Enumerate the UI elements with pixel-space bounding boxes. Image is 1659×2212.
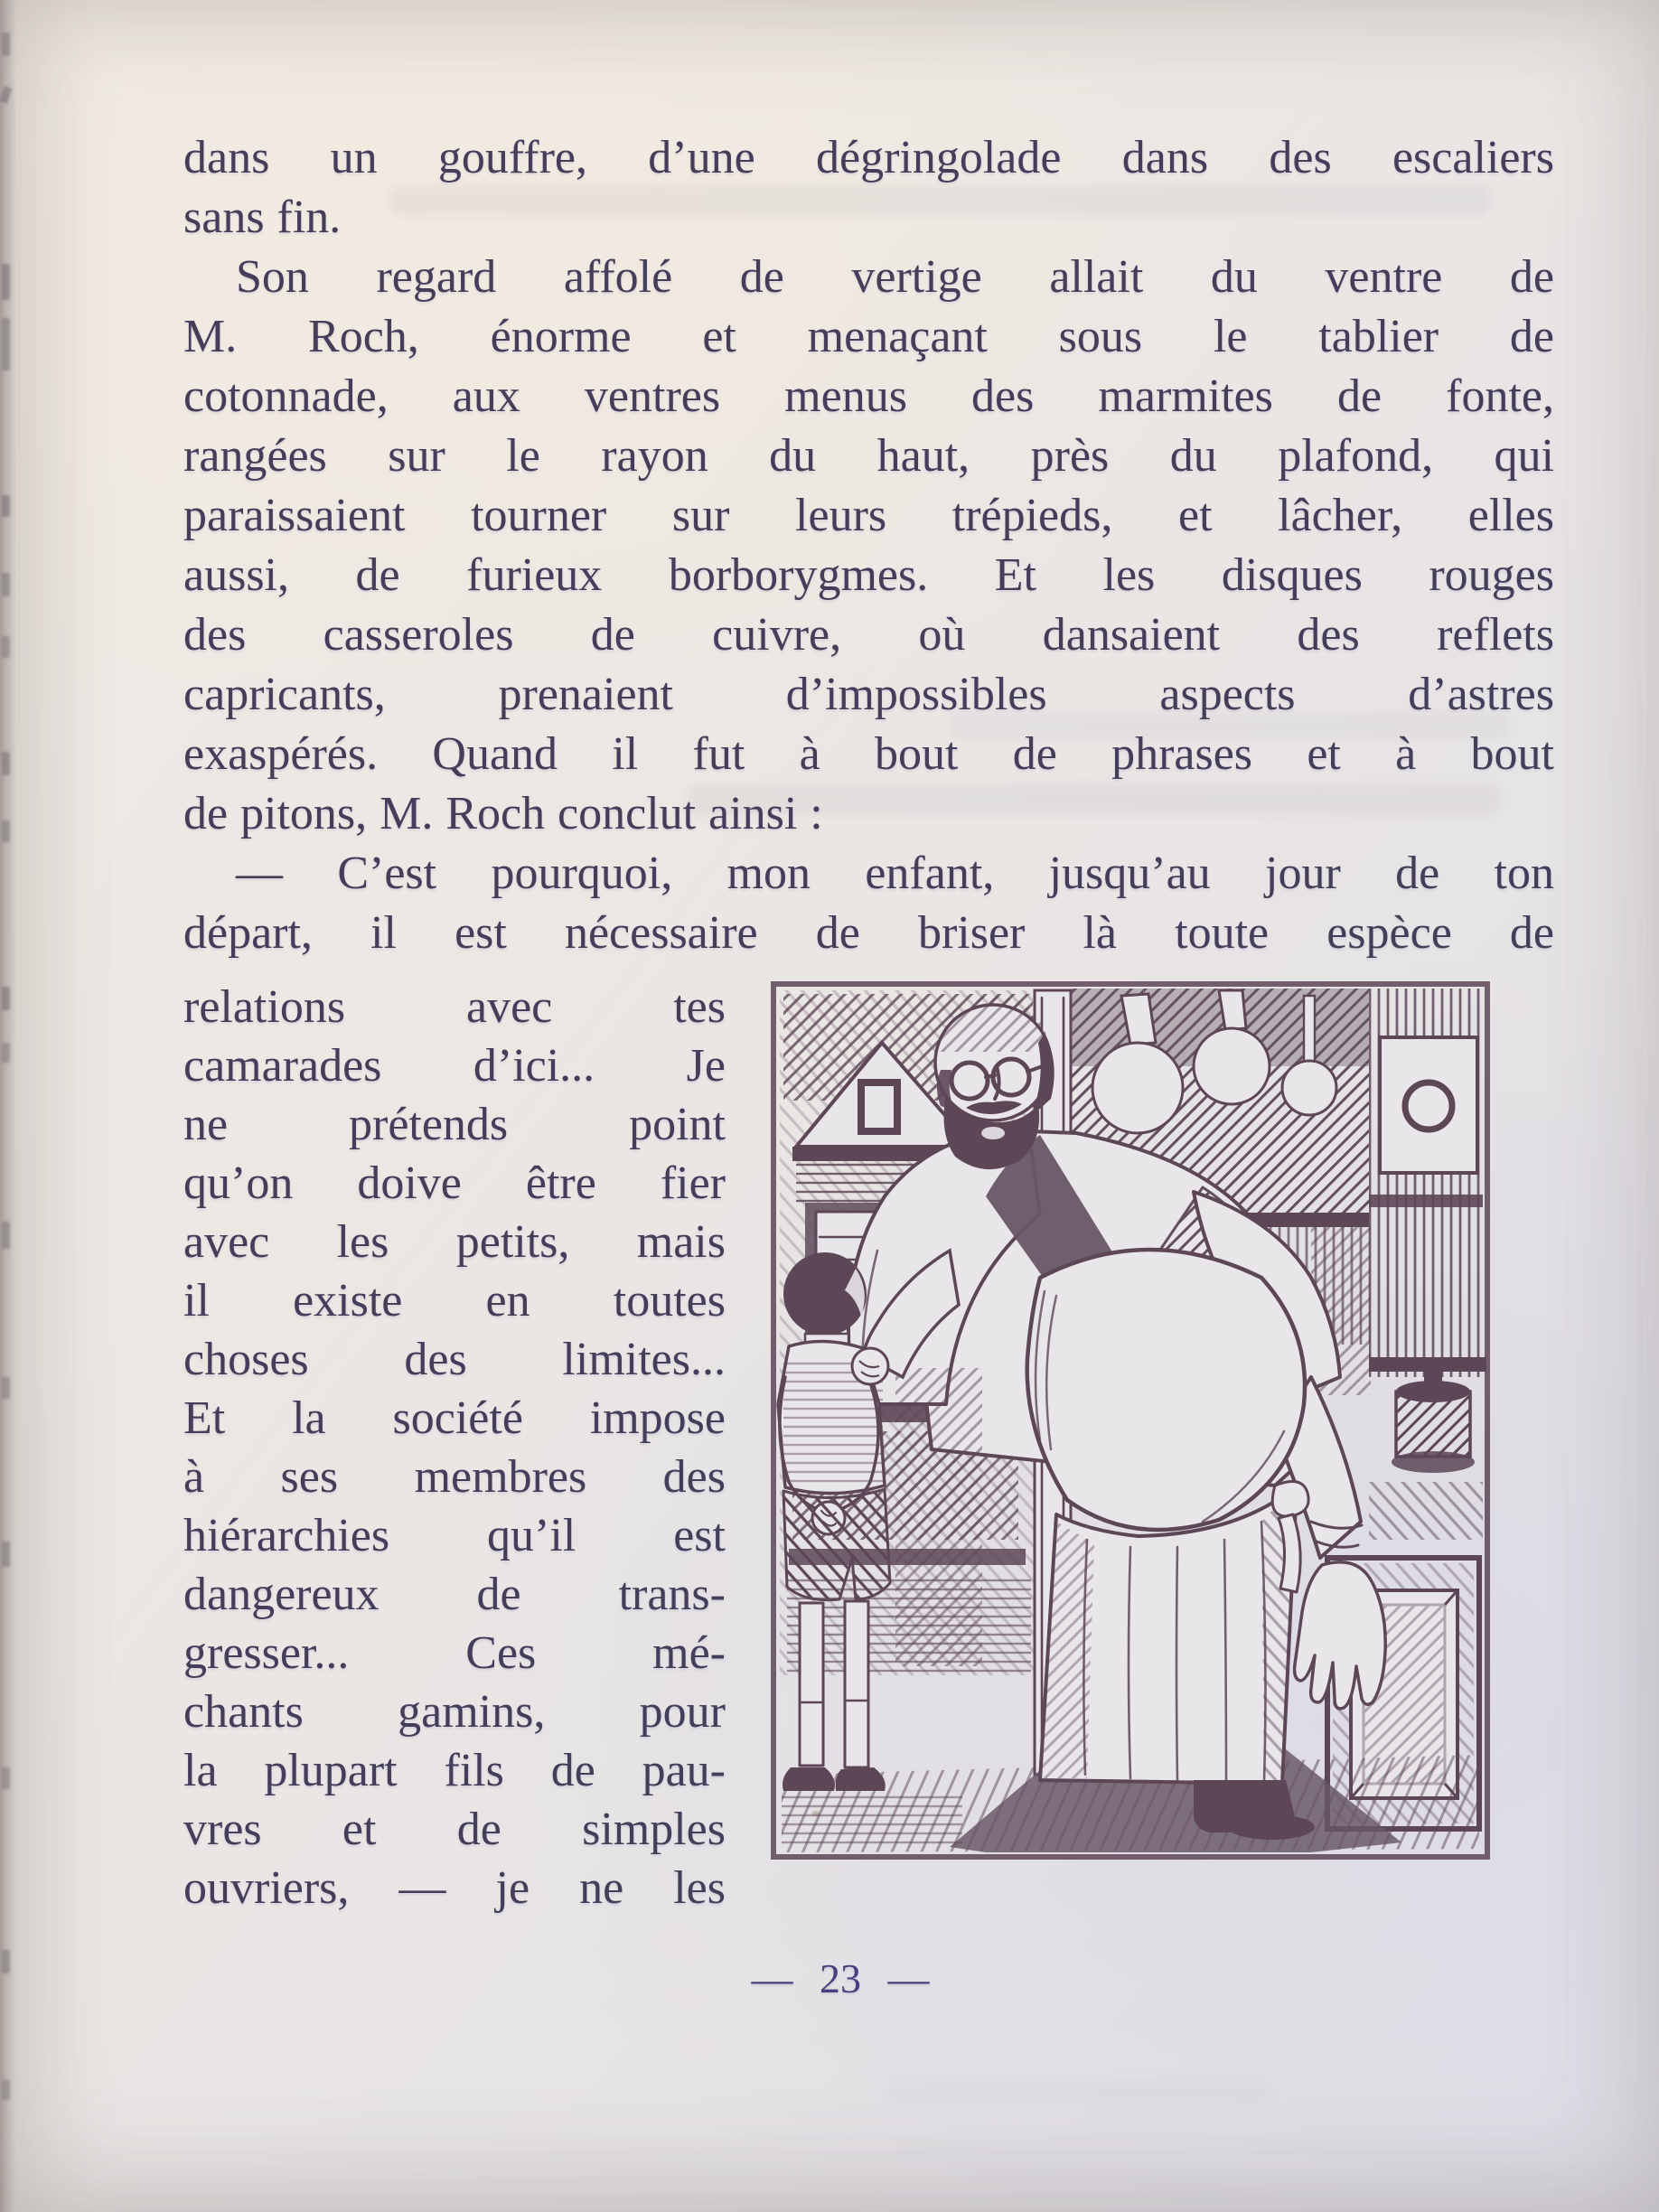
- edge-mark: [2, 1377, 10, 1399]
- edge-mark: [2, 1542, 10, 1567]
- text-line: qu’on doive être fier: [183, 1158, 726, 1209]
- text-line: avec les petits, mais: [183, 1216, 726, 1268]
- text-line: cotonnade, aux ventres menus des marmites de fonte,: [183, 370, 1554, 422]
- edge-mark: [2, 752, 10, 775]
- page-text-block: [183, 128, 1554, 963]
- facing-page-edge: [0, 0, 16, 2212]
- edge-mark: [2, 33, 10, 56]
- edge-mark: [2, 1767, 10, 1789]
- text-line: sans fin.: [183, 192, 342, 243]
- woodcut-scene: [769, 979, 1492, 1861]
- edge-mark: [2, 573, 10, 596]
- text-line: gresser... Ces mé-: [183, 1627, 726, 1679]
- edge-mark: [2, 495, 10, 517]
- wrapped-text-column: [183, 978, 726, 1917]
- edge-mark: [2, 1043, 10, 1063]
- text-line: hiérarchies qu’il est: [183, 1510, 726, 1561]
- text-line: paraissaient tourner sur leurs trépieds, et lâcher, elles: [183, 490, 1554, 541]
- edge-mark: [2, 318, 10, 370]
- text-line: à ses membres des: [183, 1451, 726, 1503]
- edge-mark: [0, 86, 13, 104]
- right-shelves-grinder: [1369, 989, 1486, 1540]
- text-line: ouvriers, — je ne les: [183, 1862, 726, 1914]
- edge-mark: [2, 636, 10, 658]
- text-line: aussi, de furieux borborygmes. Et les disques rouges: [183, 549, 1554, 601]
- edge-mark: [2, 820, 10, 842]
- text-line: chants gamins, pour: [183, 1686, 726, 1738]
- text-line: Et la société impose: [183, 1392, 726, 1444]
- text-line: Son regard affolé de vertige allait du ventre de: [236, 251, 1554, 303]
- edge-mark: [2, 2080, 10, 2100]
- text-line: il existe en toutes: [183, 1275, 726, 1326]
- text-line: dangereux de trans-: [183, 1569, 726, 1620]
- text-line: ne prétends point: [183, 1099, 726, 1150]
- text-line: capricants, prenaient d’impossibles aspects d’astres: [183, 669, 1554, 720]
- page-number: — 23 —: [751, 1955, 930, 2001]
- paragraph: [183, 128, 1554, 248]
- woodcut-illustration: [769, 979, 1492, 1861]
- text-line: de pitons, M. Roch conclut ainsi :: [183, 788, 823, 839]
- edge-mark: [2, 1222, 10, 1249]
- paragraph: [183, 248, 1554, 844]
- text-line: exaspérés. Quand il fut à bout de phrases et à bout: [183, 728, 1554, 780]
- text-line: M. Roch, énorme et menaçant sous le tablier de: [183, 311, 1554, 362]
- text-line: vres et de simples: [183, 1804, 726, 1855]
- text-line: départ, il est nécessaire de briser là toute espèce de: [183, 907, 1554, 959]
- edge-mark: [2, 264, 10, 300]
- text-line: choses des limites...: [183, 1334, 726, 1385]
- text-line: dans un gouffre, d’une dégringolade dans des escaliers: [183, 132, 1554, 183]
- text-line: la plupart fils de pau-: [183, 1745, 726, 1796]
- paragraph: [183, 844, 1554, 963]
- text-line: rangées sur le rayon du haut, près du plafond, qui: [183, 430, 1554, 482]
- text-line: camarades d’ici... Je: [183, 1040, 726, 1092]
- edge-mark: [2, 987, 10, 1010]
- edge-mark: [2, 1950, 10, 1973]
- show-through-ghost: [886, 2078, 1274, 2102]
- text-line: relations avec tes: [183, 981, 726, 1033]
- text-line: des casseroles de cuivre, où dansaient des reflets: [183, 609, 1554, 661]
- text-line: — C’est pourquoi, mon enfant, jusqu’au jour de ton: [236, 848, 1554, 899]
